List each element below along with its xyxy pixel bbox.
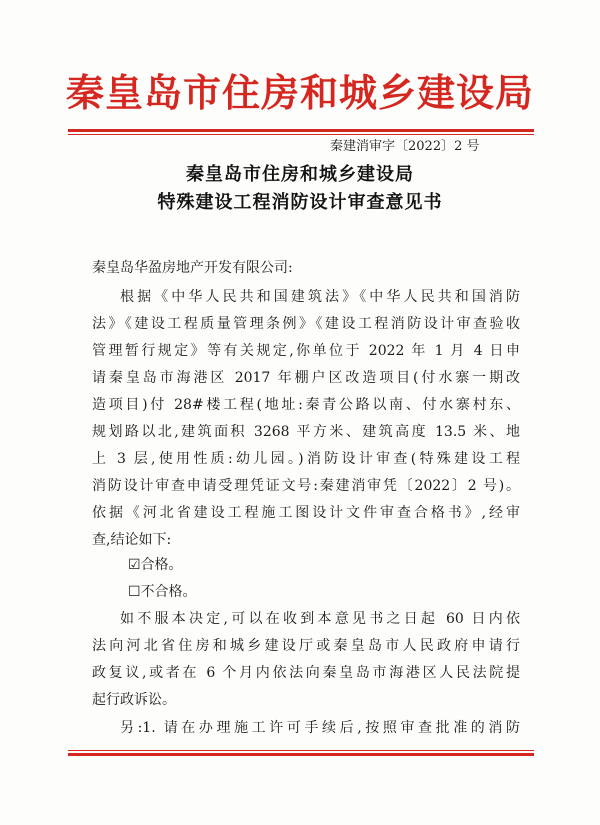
letterhead-rule-thick	[68, 129, 534, 132]
body-line: 消防设计审查申请受理凭证文号:秦建消审凭〔2022〕2 号)。	[92, 478, 520, 494]
note-line: 另:1. 请在办理施工许可手续后,按照审查批准的消防	[120, 720, 520, 736]
footer-rule-thin	[68, 750, 534, 751]
option-pass	[128, 556, 183, 574]
option-pass-label: 合格。	[140, 557, 183, 573]
body-line: 法》《建设工程质量管理条例》《建设工程消防设计审查验收	[92, 316, 520, 332]
body-line: 管理暂行规定》等有关规定,你单位于 2022 年 1 月 4 日申	[92, 343, 520, 359]
document-heading-issuer: 秦皇岛市住房和城乡建设局	[186, 164, 414, 185]
body-line: 根据《中华人民共和国建筑法》《中华人民共和国消防	[120, 289, 520, 305]
option-fail	[128, 583, 197, 601]
body-line: 规划路以北,建筑面积 3268 平方米、建筑高度 13.5 米、地	[92, 424, 520, 440]
footer-rule-thick	[68, 753, 534, 756]
body-line: 查,结论如下:	[92, 532, 172, 548]
addressee: 秦皇岛华盈房地产开发有限公司:	[92, 260, 293, 276]
document-heading-title: 特殊建设工程消防设计审查意见书	[157, 192, 443, 213]
checked-box-icon: ☑	[128, 557, 141, 573]
body-line: 请秦皇岛市海港区 2017 年棚户区改造项目(付水寨一期改	[92, 370, 520, 386]
org-letterhead-title: 秦皇岛市住房和城乡建设局	[65, 70, 534, 115]
appeal-line: 法向河北省住房和城乡建设厅或秦皇岛市人民政府申请行	[92, 638, 520, 654]
body-line: 上 3 层,使用性质:幼儿园。)消防设计审查(特殊建设工程	[92, 451, 520, 467]
body-line: 造项目)付 28#楼工程(地址:秦青公路以南、付水寨村东、	[92, 397, 520, 413]
appeal-line: 如不服本决定,可以在收到本意见书之日起 60 日内依	[120, 611, 520, 627]
unchecked-box-icon: ☐	[128, 584, 141, 600]
body-line: 依据《河北省建设工程施工图设计文件审查合格书》,经审	[92, 505, 520, 521]
document-number: 秦建消审字〔2022〕2 号	[330, 139, 480, 154]
appeal-line: 政复议,或者在 6 个月内依法向秦皇岛市海港区人民法院提	[92, 665, 520, 681]
option-fail-label: 不合格。	[140, 584, 197, 600]
appeal-line: 起行政诉讼。	[92, 692, 176, 708]
